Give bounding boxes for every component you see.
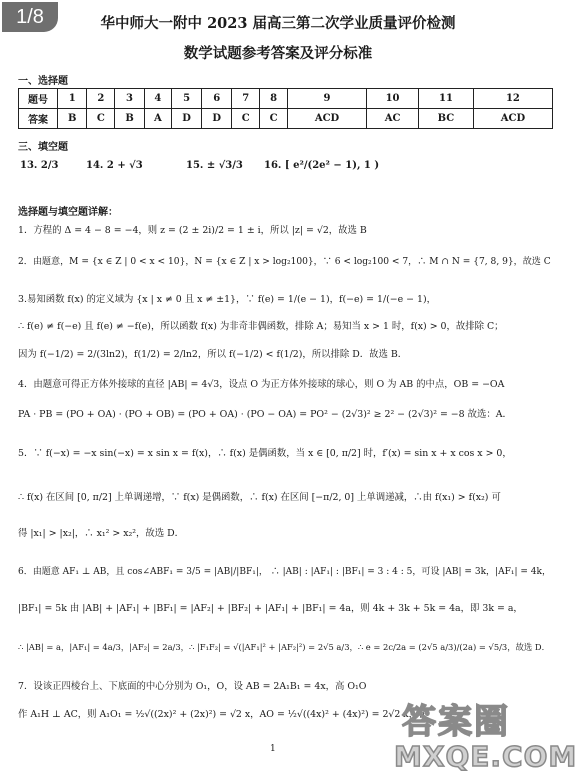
table-row: [19, 89, 553, 109]
solution-line: ∴ f(x) 在区间 [0, π/2] 上单调递增，∵ f(x) 是偶函数，∴ f(x) 在区间 [−π/2, 0] 上单调递减，∴由 f(x₁) > f(x₂) 可: [18, 492, 501, 503]
watermark-bottom-text: MXQE.COM: [394, 740, 577, 773]
table-cell: 6: [202, 89, 232, 109]
fill-answer-16: 16. [ e²/(2e² − 1), 1 ): [264, 160, 380, 171]
table-cell: 7: [232, 89, 260, 109]
solution-line: ∴ f(e) ≠ f(−e) 且 f(e) ≠ −f(e)，所以函数 f(x) 为非奇非偶函数，排除 A；易知当 x > 1 时，f(x) > 0，故排除 C；: [18, 321, 504, 332]
fill-answer-14: 14. 2 + √3: [86, 160, 143, 171]
section-fill-heading: 三、填空题: [18, 142, 68, 153]
solution-line: 因为 f(−1/2) = 2/(3ln2)，f(1/2) = 2/ln2，所以 f(−1/2) < f(1/2)，所以排除 D．故选 B．: [18, 349, 408, 360]
document-title: 华中师大一附中 2023 届高三第二次学业质量评价检测: [100, 15, 456, 32]
table-cell: C: [87, 109, 115, 129]
answer-table: [18, 88, 553, 129]
table-cell: 4: [144, 89, 171, 109]
solution-line: 作 A₁H ⊥ AC，则 A₁O₁ = ½√((2x)² + (2x)²) = √2 x，AO = ½√((4x)² + (4x)²) = 2√2 x，在: [18, 709, 428, 720]
document-subtitle: 数学试题参考答案及评分标准: [183, 45, 373, 62]
table-cell: D: [202, 109, 232, 129]
table-cell: 12: [473, 89, 552, 109]
solution-line: 5．∵ f(−x) = −x sin(−x) = x sin x = f(x)，∴ f(x) 是偶函数，当 x ∈ [0, π/2] 时，f′(x) = sin x + x cos x > 0，: [18, 448, 512, 459]
solution-line: 3.易知函数 f(x) 的定义域为 {x | x ≠ 0 且 x ≠ ±1}，∵ f(e) = 1/(e − 1)，f(−e) = 1/(−e − 1)，: [18, 294, 437, 305]
row-label-answer: 答案: [19, 109, 58, 129]
table-cell: 1: [58, 89, 87, 109]
table-cell: ACD: [288, 109, 367, 129]
watermark-logo: [388, 694, 577, 773]
table-cell: BC: [419, 109, 474, 129]
page-number: 1: [270, 744, 276, 754]
table-cell: B: [115, 109, 144, 129]
table-cell: D: [172, 109, 202, 129]
row-label-number: 题号: [19, 89, 58, 109]
table-cell: 9: [288, 89, 367, 109]
table-cell: ACD: [473, 109, 552, 129]
table-cell: 3: [115, 89, 144, 109]
solution-line: 得 |x₁| > |x₂|，∴ x₁² > x₂²，故选 D．: [18, 528, 185, 539]
table-cell: 5: [172, 89, 202, 109]
table-cell: 2: [87, 89, 115, 109]
table-cell: C: [260, 109, 288, 129]
table-row: [19, 109, 553, 129]
solution-line: ∴ |AB| = a，|AF₁| = 4a/3，|AF₂| = 2a/3，∴ |F₁F₂| = √(|AF₁|² + |AF₂|²) = 2√5 a/3，∴ e = 2c/2a = (2√5 a/3)/(2a) = √5/3，故选 D．: [18, 642, 550, 652]
table-cell: AC: [367, 109, 419, 129]
fill-answer-15: 15. ± √3/3: [186, 160, 243, 171]
solution-line: |BF₁| = 5k 由 |AB| + |AF₁| + |BF₁| = |AF₂| + |BF₂| + |AF₁| + |BF₁| = 4a，则 4k + 3k + 5k = 4a，即 3k = a，: [18, 603, 523, 614]
table-cell: 10: [367, 89, 419, 109]
table-cell: A: [144, 109, 171, 129]
fill-answer-13: 13. 2/3: [20, 160, 59, 171]
table-cell: B: [58, 109, 87, 129]
solution-line: 7．设该正四棱台上、下底面的中心分别为 O₁，O，设 AB = 2A₁B₁ = 4x，高 O₁O: [18, 681, 367, 692]
solution-line: 4．由题意可得正方体外接球的直径 |AB| = 4√3，设点 O 为正方体外接球的球心，则 O 为 AB 的中点，OB = −OA: [18, 379, 505, 390]
explanation-heading: 选择题与填空题详解：: [18, 207, 118, 218]
section-choice-heading: 一、选择题: [18, 76, 68, 87]
solution-line: 6．由题意 AF₁ ⊥ AB，且 cos∠ABF₁ = 3/5 = |AB|/|BF₁|， ∴ |AB| : |AF₁| : |BF₁| = 3 : 4 : 5，可设 |AB| = 3k，|AF₁| = 4k，: [18, 567, 552, 577]
table-cell: 8: [260, 89, 288, 109]
page-indicator-badge: 1/8: [2, 2, 58, 32]
solution-line: 2．由题意，M = {x ∈ Z | 0 < x < 10}，N = {x ∈ Z | x > log₂100}，∵ 6 < log₂100 < 7，∴ M ∩ N = {7, 8, 9}，故选 C: [18, 257, 551, 267]
table-cell: 11: [419, 89, 474, 109]
watermark-top-text: 答案圈: [402, 702, 510, 742]
solution-line: PA · PB = (PO + OA) · (PO + OB) = (PO + OA) · (PO − OA) = PO² − (2√3)² ≥ 2² − (2√3)² = −8 故选：A．: [18, 409, 512, 420]
solution-line: 1．方程的 Δ = 4 − 8 = −4，则 z = (2 ± 2i)/2 = 1 ± i，所以 |z| = √2，故选 B: [18, 225, 367, 236]
table-cell: C: [232, 109, 260, 129]
